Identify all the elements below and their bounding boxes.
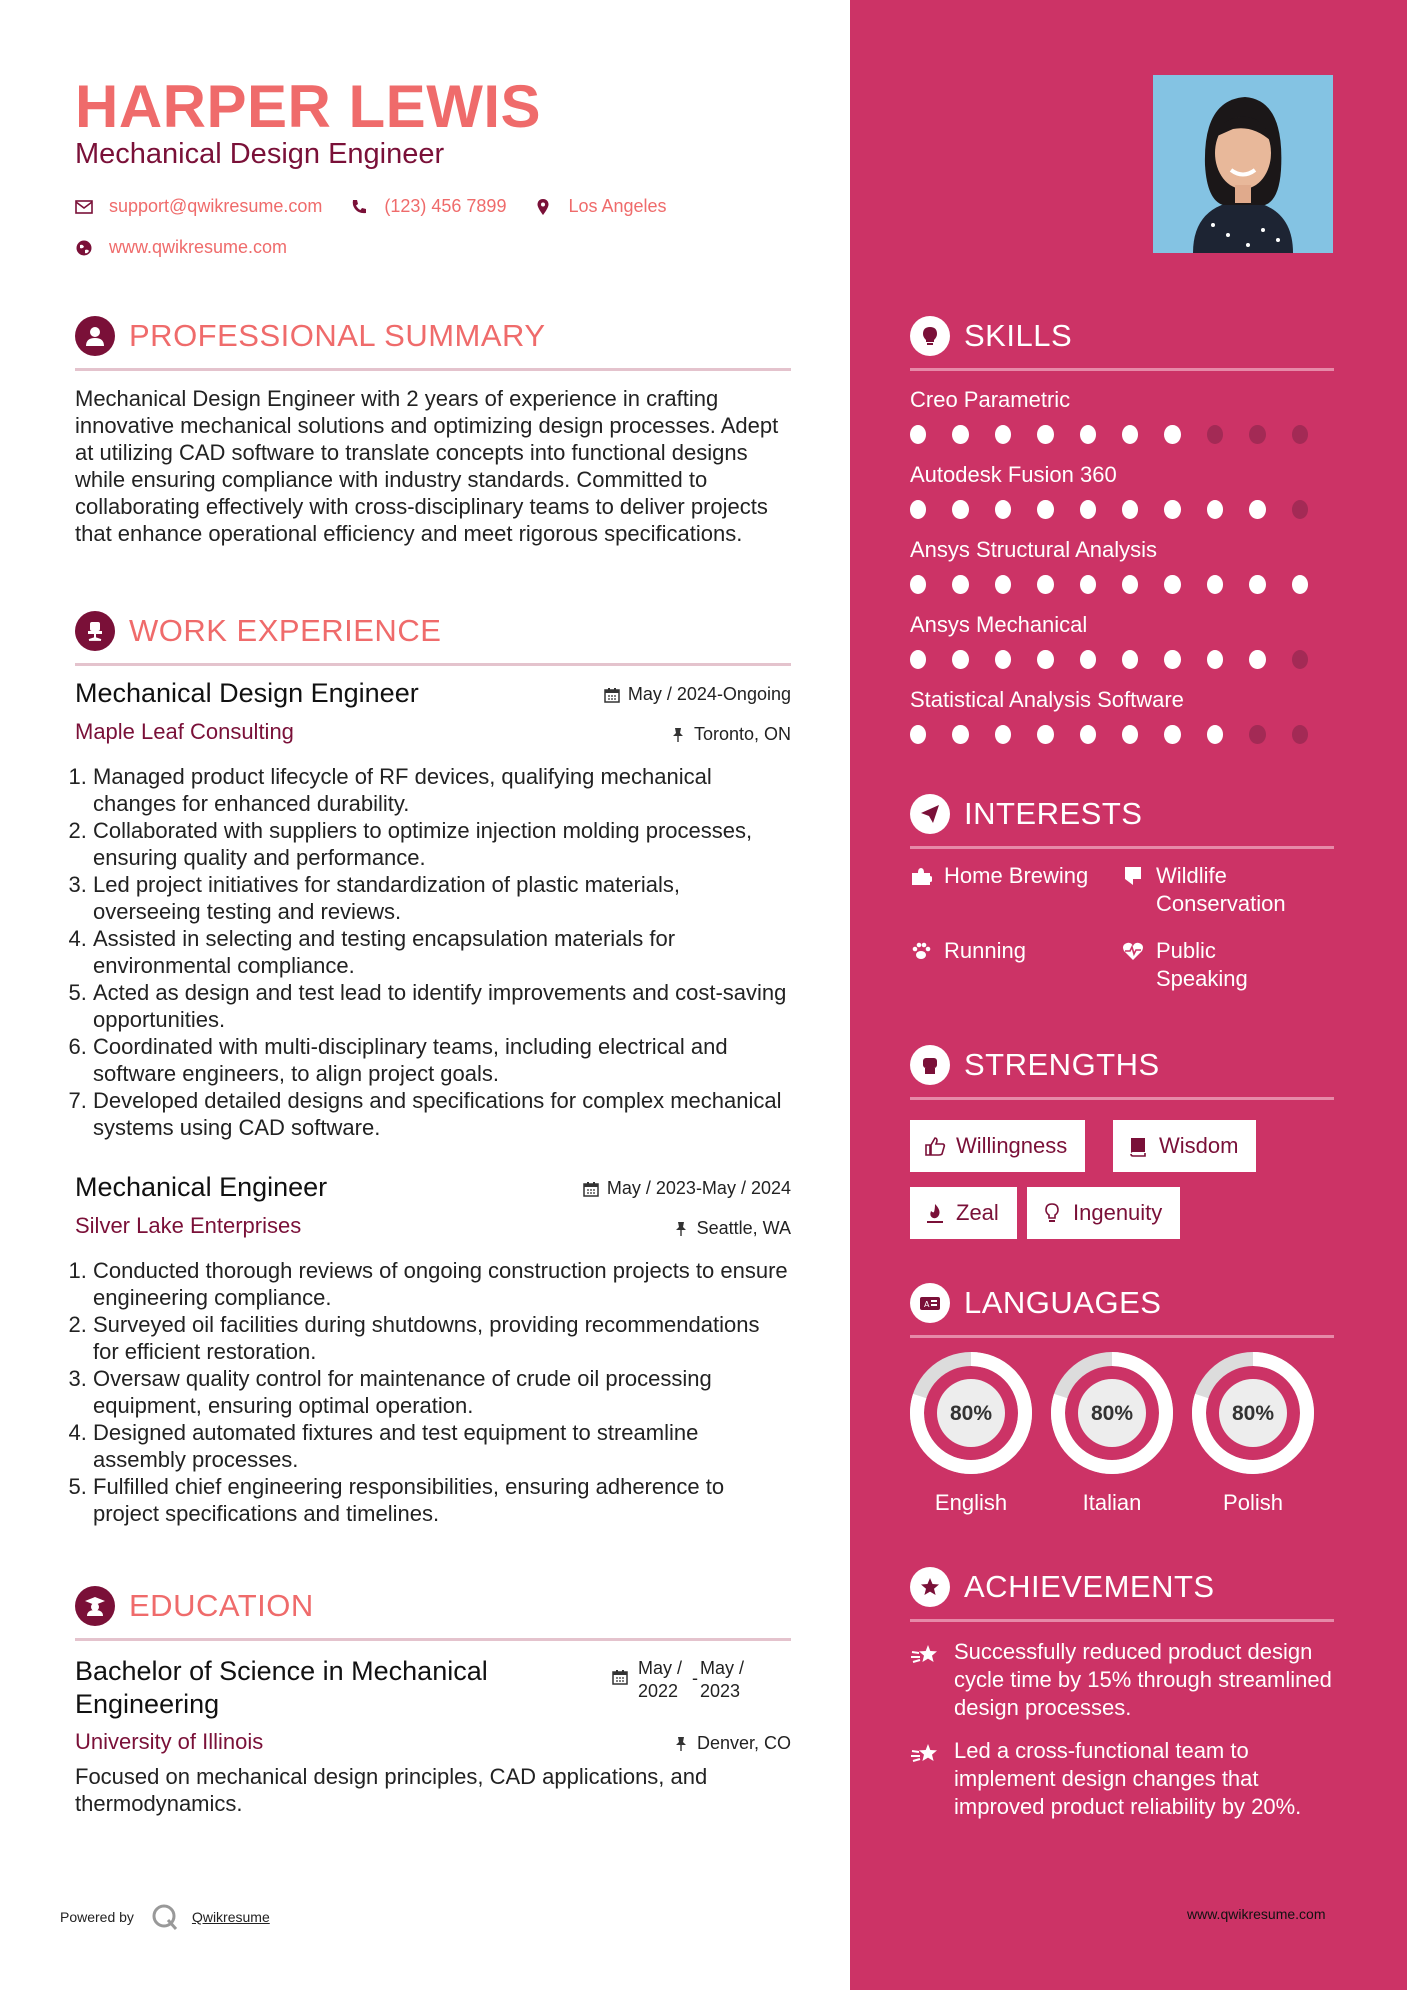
rating-dot-filled [1164, 575, 1180, 594]
section-title: SKILLS [964, 318, 1073, 353]
envelope-icon [75, 198, 93, 216]
rating-dot-filled [1037, 725, 1053, 744]
rating-dot-filled [910, 500, 926, 519]
language-item [909, 1351, 1033, 1516]
contact-website[interactable] [75, 237, 287, 258]
phone-icon [350, 198, 368, 216]
section-title: PROFESSIONAL SUMMARY [129, 318, 546, 353]
job-location: Seattle, WA [673, 1218, 791, 1239]
list-item: 1. Conducted thorough reviews of ongoing construction projects to ensure engineering compliance. [93, 1257, 791, 1311]
job-location: Toronto, ON [670, 724, 791, 745]
rating-dot-filled [1207, 725, 1223, 744]
rating-dot-filled [995, 650, 1011, 669]
section-divider [910, 1335, 1334, 1338]
rating-dot-filled [1037, 425, 1053, 444]
degree-title: Bachelor of Science in Mechanical Engineering [75, 1656, 488, 1719]
rating-dot-filled [1292, 575, 1308, 594]
flag-icon [1122, 865, 1144, 887]
language-item [1050, 1351, 1174, 1516]
rating-dot-filled [1122, 500, 1138, 519]
calendar-icon [604, 687, 620, 703]
graduate-icon [75, 1586, 115, 1626]
skill-item [910, 612, 1334, 669]
company-name: Maple Leaf Consulting [75, 719, 294, 744]
list-item: 4. Designed automated fixtures and test equipment to streamline assembly processes. [93, 1419, 791, 1473]
interests-section [910, 792, 1334, 849]
skill-item [910, 462, 1334, 519]
education-location: Denver, CO [673, 1733, 791, 1754]
education-description: Focused on mechanical design principles, CAD applications, and thermodynamics. [75, 1764, 708, 1816]
user-icon [75, 316, 115, 356]
rating-dot-filled [1164, 425, 1180, 444]
language-icon [910, 1283, 950, 1323]
rating-dot-filled [1080, 650, 1096, 669]
skills-section [910, 314, 1334, 371]
strength-badge: Willingness [910, 1120, 1085, 1172]
skill-name: Statistical Analysis Software [910, 687, 1184, 712]
ring-percent-label: 80% [1090, 1402, 1134, 1425]
candidate-name: HARPER LEWIS [75, 73, 542, 140]
job-bullets [75, 1257, 791, 1527]
globe-icon [75, 239, 93, 257]
rating-dot-filled [952, 650, 968, 669]
skill-rating [910, 500, 1334, 519]
section-title: LANGUAGES [964, 1285, 1162, 1320]
rating-dot-filled [1164, 500, 1180, 519]
list-item: 5. Fulfilled chief engineering responsibilities, ensuring adherence to project specifications and timelines. [93, 1473, 791, 1527]
strength-badge: Wisdom [1113, 1120, 1256, 1172]
map-pin-icon [534, 198, 552, 216]
fist-icon [910, 1045, 950, 1085]
skill-item [910, 387, 1334, 444]
rating-dot-filled [1037, 500, 1053, 519]
rating-dot-filled [1207, 650, 1223, 669]
language-name: Polish [1223, 1490, 1283, 1515]
skill-name: Ansys Mechanical [910, 612, 1088, 637]
rating-dot-filled [1080, 500, 1096, 519]
ring-percent-label: 80% [949, 1402, 993, 1425]
interest-item: Wildlife Conservation [1122, 862, 1286, 918]
footer-website[interactable]: www.qwikresume.com [1187, 1906, 1326, 1922]
rating-dot-filled [1122, 725, 1138, 744]
rating-dot-filled [1080, 575, 1096, 594]
education-section [75, 1584, 791, 1641]
rating-dot-filled [910, 725, 926, 744]
rating-dot-filled [952, 425, 968, 444]
language-name: English [934, 1490, 1008, 1515]
rating-dot-filled [995, 725, 1011, 744]
pushpin-icon [673, 1221, 689, 1237]
rating-dot-filled [910, 650, 926, 669]
contact-row [75, 196, 695, 217]
section-divider [75, 663, 791, 666]
rating-dot-empty [1249, 725, 1265, 744]
shooting-star-icon [910, 1642, 940, 1668]
language-ring [1191, 1351, 1315, 1475]
section-title: INTERESTS [964, 796, 1143, 831]
rating-dot-empty [1207, 425, 1223, 444]
heartbeat-icon [1122, 940, 1144, 962]
rating-dot-filled [1164, 725, 1180, 744]
rating-dot-filled [995, 500, 1011, 519]
summary-text: Mechanical Design Engineer with 2 years of experience in crafting innovative mechanical solutions and optimizing design processes. Adept at utilizing CAD software to translate concepts into functional designs while ensuring compliance with industry standards. Committed to collaborating effectively with cross-disciplinary teams to deliver projects that enhance operational efficiency and meet rigorous specifications. [75, 386, 779, 546]
rating-dot-filled [1037, 575, 1053, 594]
contact-email[interactable] [75, 196, 322, 217]
skill-rating [910, 650, 1334, 669]
skill-item [910, 687, 1334, 744]
job-title: Mechanical Design Engineer [75, 678, 419, 708]
pushpin-icon [673, 1736, 689, 1752]
list-item: 3. Led project initiatives for standardization of plastic materials, overseeing testing and reviews. [93, 871, 791, 925]
language-ring [1050, 1351, 1174, 1475]
section-divider [75, 368, 791, 371]
languages-section [910, 1281, 1334, 1338]
achievement-item: Successfully reduced product design cycle time by 15% through streamlined design processes. [910, 1638, 1334, 1722]
brand-link[interactable]: Qwikresume [191, 1909, 270, 1925]
school-name: University of Illinois [75, 1729, 264, 1754]
job-bullets [75, 763, 791, 1141]
rating-dot-filled [1122, 425, 1138, 444]
section-divider [910, 1097, 1334, 1100]
thumbs-up-icon [924, 1135, 946, 1157]
rating-dot-filled [995, 425, 1011, 444]
shooting-star-icon [910, 1741, 940, 1767]
calendar-icon [612, 1669, 628, 1685]
rating-dot-filled [910, 425, 926, 444]
paw-icon [910, 940, 932, 962]
location-text: Los Angeles [568, 196, 667, 216]
puzzle-icon [910, 865, 932, 887]
skill-rating [910, 425, 1334, 444]
rating-dot-filled [1037, 650, 1053, 669]
achievements-section [910, 1565, 1334, 1622]
section-title: EDUCATION [129, 1588, 314, 1623]
book-icon [1127, 1135, 1149, 1157]
list-item: 3. Oversaw quality control for maintenance of crude oil processing equipment, ensuring optimal operation. [93, 1365, 791, 1419]
skill-name: Autodesk Fusion 360 [910, 462, 1117, 487]
rating-dot-filled [1249, 500, 1265, 519]
section-title: ACHIEVEMENTS [964, 1569, 1215, 1604]
rating-dot-filled [995, 575, 1011, 594]
skill-name: Creo Parametric [910, 387, 1071, 412]
rating-dot-empty [1292, 425, 1308, 444]
list-item: 4. Assisted in selecting and testing encapsulation materials for environmental compliance. [93, 925, 791, 979]
flame-icon [924, 1202, 946, 1224]
rating-dot-filled [1207, 575, 1223, 594]
phone-text: (123) 456 7899 [384, 196, 507, 216]
section-divider [910, 368, 1334, 371]
rating-dot-filled [952, 725, 968, 744]
job-entry [75, 678, 791, 1141]
rating-dot-filled [1122, 650, 1138, 669]
rating-dot-filled [1249, 575, 1265, 594]
pushpin-icon [670, 727, 686, 743]
language-item [1191, 1351, 1315, 1516]
summary-section [75, 314, 791, 371]
language-name: Italian [1082, 1490, 1142, 1515]
experience-section [75, 609, 791, 666]
rating-dot-filled [1080, 425, 1096, 444]
language-ring [909, 1351, 1033, 1475]
contact-location [534, 196, 666, 217]
profile-photo [1153, 75, 1333, 253]
qwikresume-logo-icon [150, 1902, 180, 1932]
education-entry [75, 1655, 791, 1817]
job-date: May / 2024-Ongoing [604, 684, 791, 705]
strength-badge: Zeal [910, 1187, 1017, 1239]
list-item: 2. Collaborated with suppliers to optimize injection molding processes, ensuring quality and performance. [93, 817, 791, 871]
rating-dot-filled [1080, 725, 1096, 744]
job-title: Mechanical Engineer [75, 1172, 328, 1202]
lightbulb-icon [910, 316, 950, 356]
section-divider [75, 1638, 791, 1641]
powered-by: Powered by Qwikresume [60, 1902, 270, 1932]
rating-dot-filled [1249, 650, 1265, 669]
strength-badge: Ingenuity [1027, 1187, 1180, 1239]
rating-dot-empty [1292, 650, 1308, 669]
section-title: STRENGTHS [964, 1047, 1160, 1082]
rating-dot-filled [1207, 500, 1223, 519]
section-title: WORK EXPERIENCE [129, 613, 442, 648]
ring-percent-label: 80% [1231, 1402, 1275, 1425]
list-item: 1. Managed product lifecycle of RF devices, qualifying mechanical changes for enhanced durability. [93, 763, 791, 817]
job-entry [75, 1172, 791, 1527]
strengths-section [910, 1043, 1334, 1100]
interest-item: Running [910, 937, 1026, 965]
star-icon [910, 1567, 950, 1607]
company-name: Silver Lake Enterprises [75, 1213, 302, 1238]
rating-dot-filled [1122, 575, 1138, 594]
rating-dot-filled [952, 575, 968, 594]
rating-dot-filled [952, 500, 968, 519]
list-item: 6. Coordinated with multi-disciplinary teams, including electrical and software engineers, to align project goals. [93, 1033, 791, 1087]
achievement-item: Led a cross-functional team to implement design changes that improved product reliability by 20%. [910, 1737, 1334, 1821]
list-item: 2. Surveyed oil facilities during shutdowns, providing recommendations for efficient restoration. [93, 1311, 791, 1365]
paper-plane-icon [910, 794, 950, 834]
calendar-icon [583, 1181, 599, 1197]
skill-rating [910, 575, 1334, 594]
office-chair-icon [75, 611, 115, 651]
svg-text:A: A [924, 1300, 930, 1309]
interest-item: Home Brewing [910, 862, 1088, 890]
rating-dot-empty [1292, 725, 1308, 744]
rating-dot-empty [1292, 500, 1308, 519]
skill-item [910, 537, 1334, 594]
education-date: May / 2022 - May / 2023 [612, 1657, 744, 1703]
list-item: 5. Acted as design and test lead to identify improvements and cost-saving opportunities. [93, 979, 791, 1033]
interest-item: Public Speaking [1122, 937, 1248, 993]
section-divider [910, 846, 1334, 849]
list-item: 7. Developed detailed designs and specifications for complex mechanical systems using CAD software. [93, 1087, 791, 1141]
lightbulb-icon [1041, 1202, 1063, 1224]
email-text: support@qwikresume.com [109, 196, 323, 216]
rating-dot-empty [1249, 425, 1265, 444]
job-date: May / 2023-May / 2024 [583, 1178, 791, 1199]
contact-phone[interactable] [350, 196, 506, 217]
rating-dot-filled [910, 575, 926, 594]
rating-dot-filled [1164, 650, 1180, 669]
skill-name: Ansys Structural Analysis [910, 537, 1157, 562]
section-divider [910, 1619, 1334, 1622]
candidate-role: Mechanical Design Engineer [75, 138, 445, 170]
skill-rating [910, 725, 1334, 744]
website-text: www.qwikresume.com [109, 237, 288, 257]
